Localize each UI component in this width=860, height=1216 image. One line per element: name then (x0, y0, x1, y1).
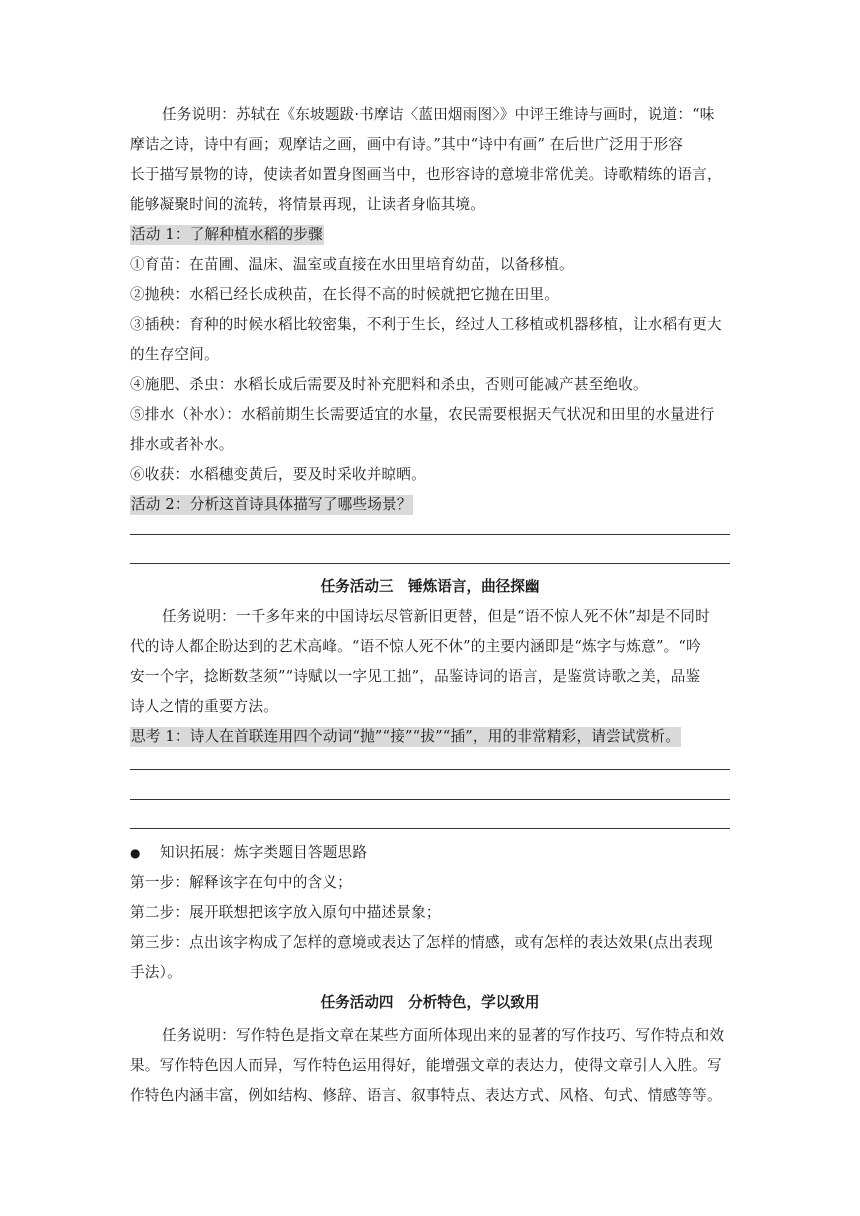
step-line: 排水或者补水。 (130, 436, 234, 453)
activity1-title: 活动 1：了解种植水稻的步骤 (131, 226, 323, 243)
knowledge-line: 第一步：解释该字在句中的含义； (130, 874, 352, 891)
intro-line: 任务说明：苏轼在《东坡题跋·书摩诘〈蓝田烟雨图〉》中评王维诗与画时，说道：“味 (162, 106, 715, 123)
intro-line: 摩诘之诗，诗中有画；观摩诘之画，画中有诗。”其中“诗中有画” 在后世广泛用于形容 (130, 136, 684, 153)
answer-line (130, 799, 730, 800)
knowledge-line: 第三步：点出该字构成了怎样的意境或表达了怎样的情感，或有怎样的表达效果(点出表现 (130, 934, 713, 951)
intro-line: 能够凝聚时间的流转，将情景再现，让读者身临其境。 (130, 196, 486, 213)
knowledge-title: 知识拓展：炼字类题目答题思路 (160, 844, 368, 861)
step-line: ③插秧：育种的时候水稻比较密集，不利于生长，经过人工移植或机器移植，让水稻有更大 (130, 316, 722, 333)
task3-heading: 任务活动三 锤炼语言，曲径探幽 (320, 578, 540, 595)
step-line: 的生存空间。 (130, 346, 219, 363)
bullet-icon: ● (130, 846, 141, 860)
knowledge-line: 第二步：展开联想把该字放入原句中描述景象； (130, 904, 441, 921)
task4-heading: 任务活动四 分析特色，学以致用 (320, 994, 540, 1011)
think1-question: 思考 1：诗人在首联连用四个动词“抛”“接”“拔”“插”，用的非常精彩，请尝试赏析。 (131, 728, 681, 745)
task3-line: 任务说明：一千多年来的中国诗坛尽管新旧更替，但是“语不惊人死不休”却是不同时 (162, 608, 710, 625)
answer-line (130, 534, 730, 535)
knowledge-section (130, 838, 730, 988)
activity1-section (130, 220, 730, 520)
task3-line: 代的诗人都企盼达到的艺术高峰。“语不惊人死不休”的主要内涵即是“炼字与炼意”。“吟 (130, 638, 701, 655)
answer-line (130, 828, 730, 829)
step-line: ⑤排水（补水）：水稻前期生长需要适宜的水量，农民需要根据天气状况和田里的水量进行 (130, 406, 715, 423)
answer-line (130, 769, 730, 770)
step-line: ①育苗：在苗圃、温床、温室或直接在水田里培育幼苗，以备移植。 (130, 256, 574, 273)
step-line: ⑥收获：水稻穗变黄后，要及时采收并晾晒。 (130, 466, 426, 483)
intro-paragraph (130, 100, 730, 220)
task4-paragraph (130, 1021, 730, 1111)
step-line: ②抛秧：水稻已经长成秧苗，在长得不高的时候就把它抛在田里。 (130, 286, 560, 303)
task4-line: 作特色内涵丰富，例如结构、修辞、语言、叙事特点、表达方式、风格、句式、情感等等。 (130, 1087, 722, 1104)
activity2-title: 活动 2：分析这首诗具体描写了哪些场景？ (131, 496, 412, 513)
intro-line: 长于描写景物的诗，使读者如置身图画当中，也形容诗的意境非常优美。诗歌精练的语言， (130, 166, 722, 183)
knowledge-line: 手法）。 (130, 964, 182, 981)
task4-line: 果。写作特色因人而异，写作特色运用得好，能增强文章的表达力，使得文章引人入胜。写 (130, 1057, 722, 1074)
task3-line: 安一个字，捻断数茎须”“诗赋以一字见工拙”，品鉴诗词的语言，是鉴赏诗歌之美，品鉴 (130, 668, 701, 685)
task3-paragraph (130, 602, 730, 752)
task4-line: 任务说明：写作特色是指文章在某些方面所体现出来的显著的写作技巧、写作特点和效 (162, 1027, 725, 1044)
step-line: ④施肥、杀虫：水稻长成后需要及时补充肥料和杀虫，否则可能减产甚至绝收。 (130, 376, 648, 393)
task3-line: 诗人之情的重要方法。 (130, 698, 278, 715)
answer-line (130, 563, 730, 564)
